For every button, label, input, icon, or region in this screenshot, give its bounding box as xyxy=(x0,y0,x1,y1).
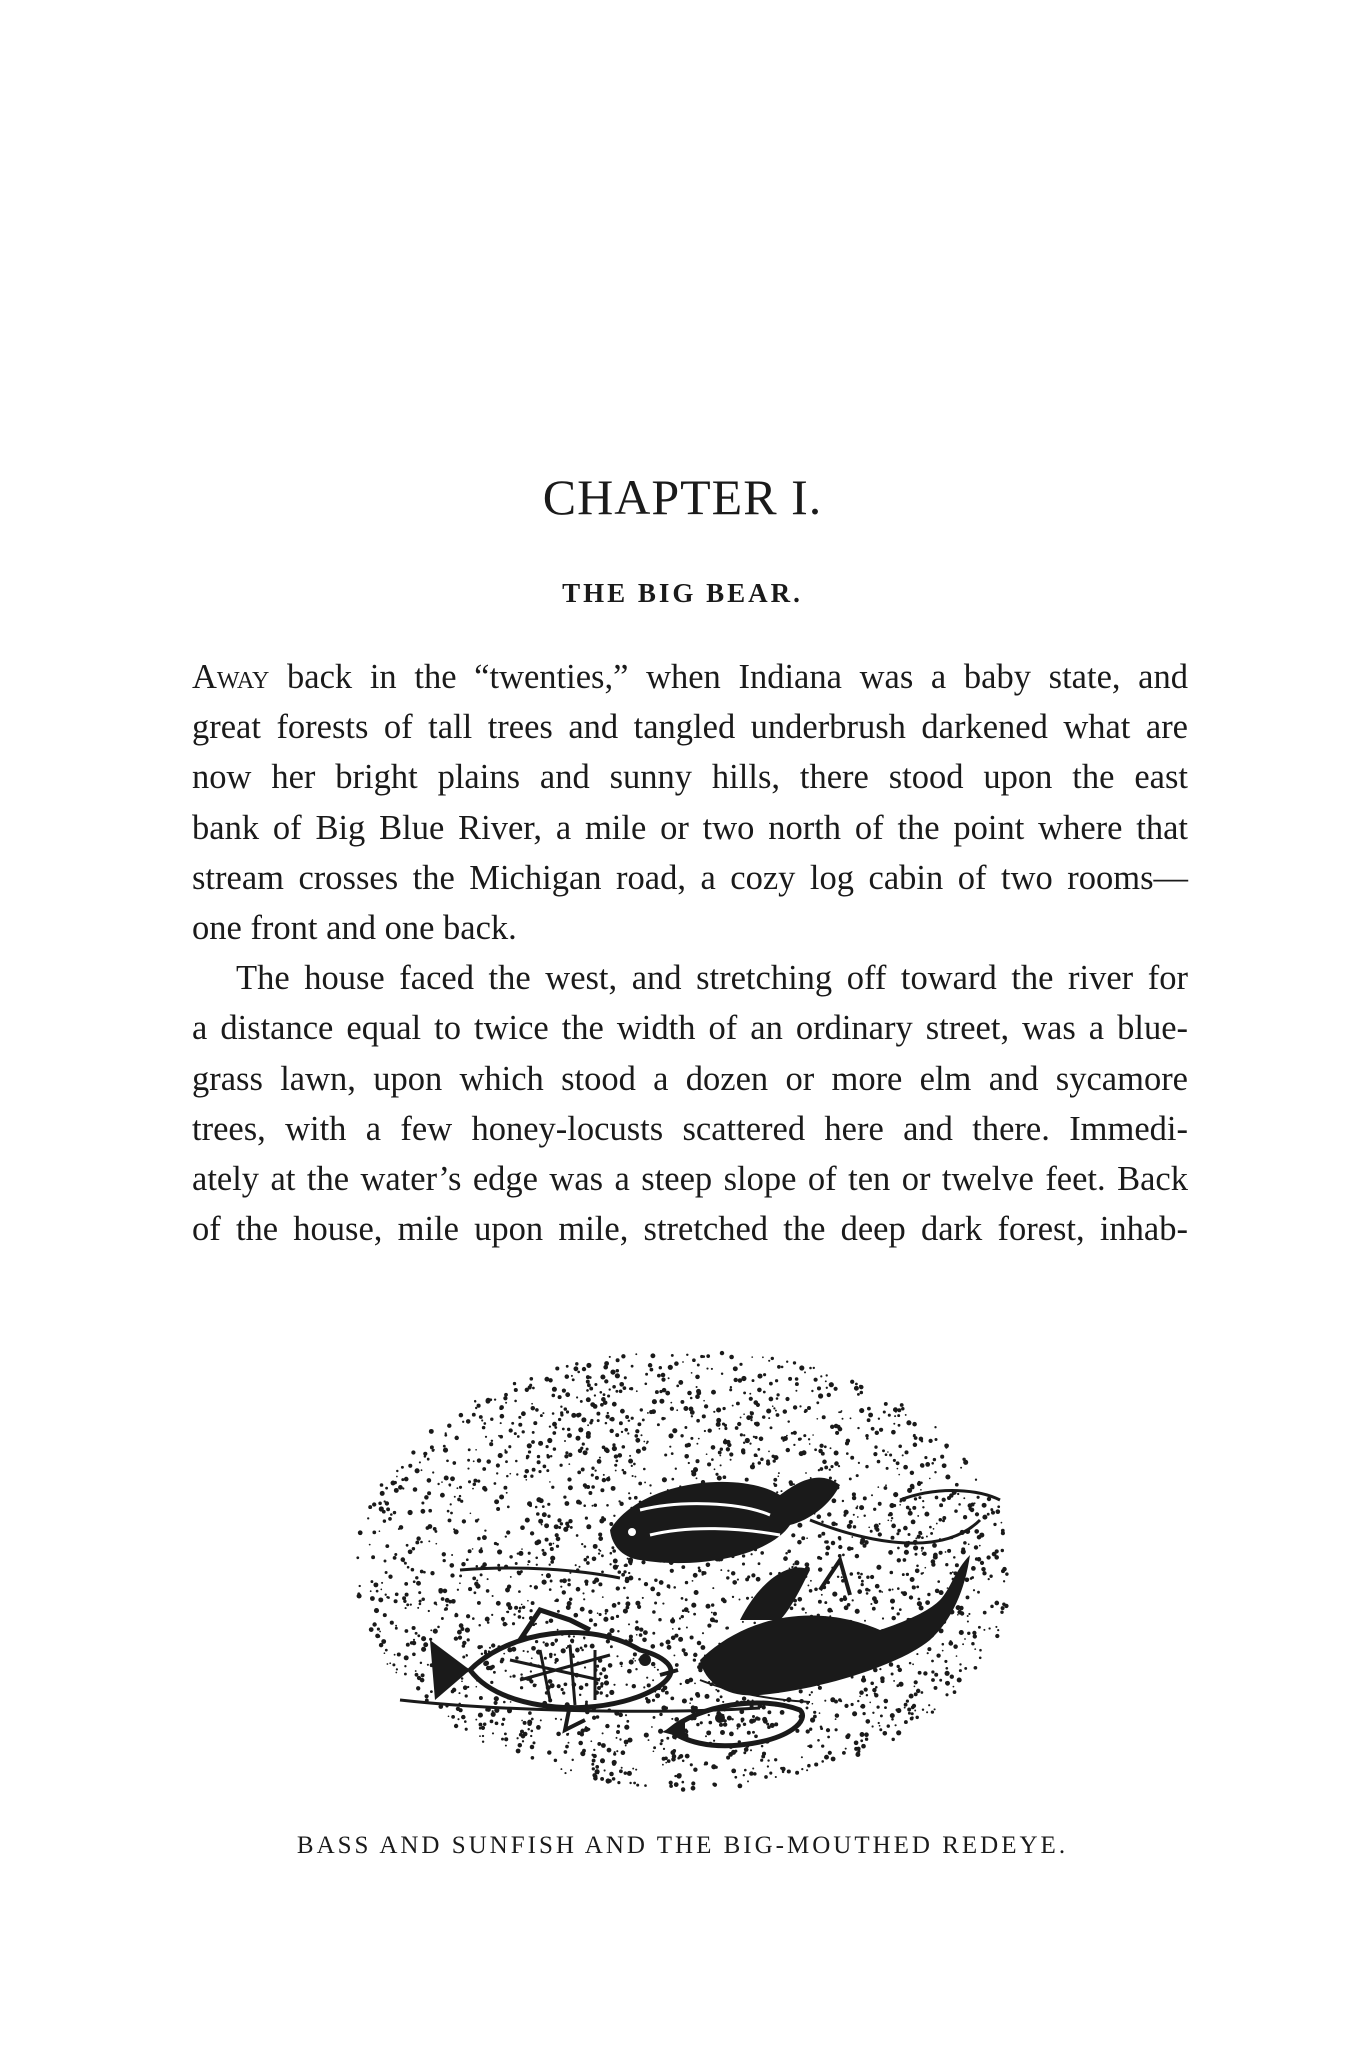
text-line: great forests of tall trees and tangled underbrush darkened what are xyxy=(192,708,1188,747)
chapter-title: CHAPTER I. xyxy=(542,469,823,525)
body-text xyxy=(192,652,1188,1254)
text-line: The house faced the west, and stretching off toward the river for xyxy=(236,959,1188,998)
text-line: stream crosses the Michigan road, a cozy log cabin of two rooms— xyxy=(192,858,1188,897)
text-line: of the house, mile upon mile, stretched the deep dark forest, inhab- xyxy=(192,1210,1188,1249)
text-line: grass lawn, upon which stood a dozen or more elm and sycamore xyxy=(192,1059,1188,1098)
fish-top xyxy=(610,1478,840,1564)
text-line: bank of Big Blue River, a mile or two north of the point where that xyxy=(192,808,1188,847)
fish-illustration xyxy=(340,1320,1030,1820)
text-line: trees, with a few honey-locusts scattered here and there. Immedi- xyxy=(192,1109,1188,1148)
text-line: a distance equal to twice the width of an ordinary street, was a blue- xyxy=(192,1009,1188,1048)
text-line: one front and one back. xyxy=(192,909,517,948)
text-line: Away back in the “twenties,” when Indiana was a baby state, and xyxy=(192,658,1188,696)
chapter-subtitle: THE BIG BEAR. xyxy=(562,578,803,608)
text-line: ately at the water’s edge was a steep slope of ten or twelve feet. Back xyxy=(192,1160,1188,1199)
lead-word: Away xyxy=(192,658,270,696)
text-line: now her bright plains and sunny hills, there stood upon the east xyxy=(192,758,1188,797)
illustration-caption: BASS AND SUNFISH AND THE BIG-MOUTHED REDEYE. xyxy=(296,1832,1069,1859)
